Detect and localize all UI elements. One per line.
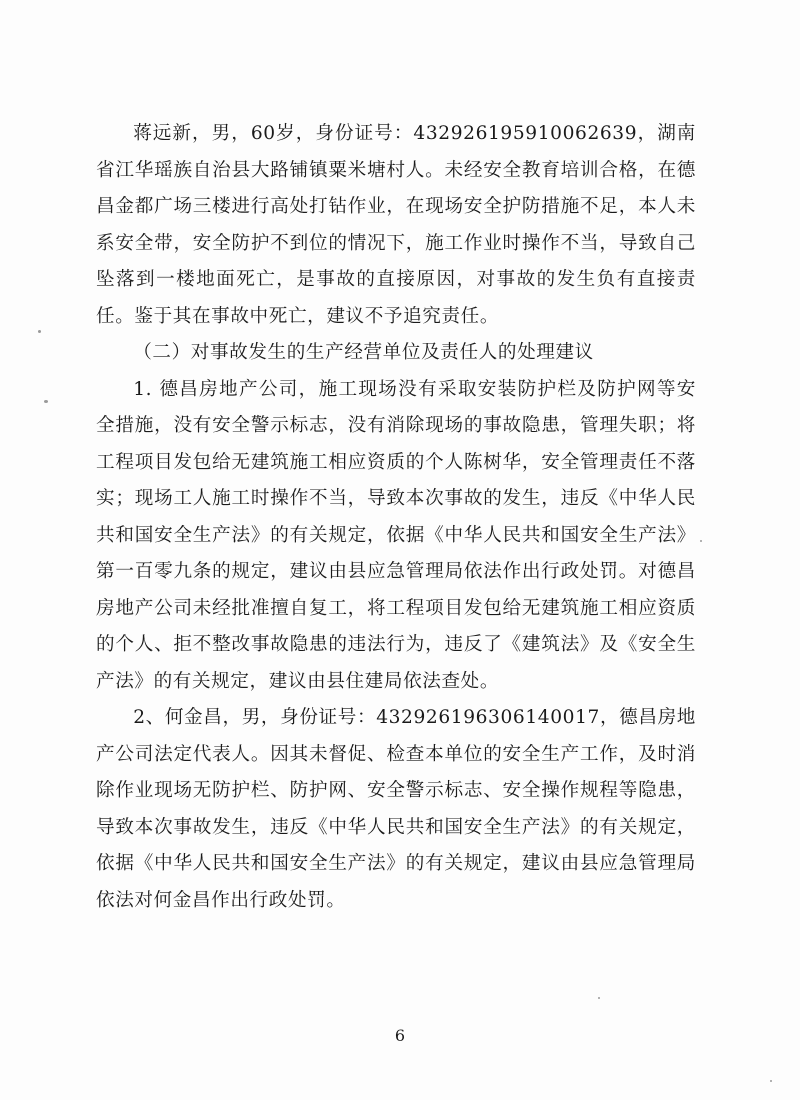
scan-speck (38, 330, 41, 333)
scan-speck (770, 1080, 772, 1082)
scan-speck (700, 540, 702, 542)
scan-speck (44, 400, 48, 403)
page-number: 6 (394, 1026, 406, 1045)
scan-speck (598, 997, 600, 999)
paragraph-responsibility-jiang: 蒋远新，男，60岁，身份证号：432926195910062639，湖南省江华瑶族自治县大路铺镇粟米塘村人。未经安全教育培训合格，在德昌金都广场三楼进行高处打钻作业，在现场安全护防措施不足，本人未系安全带，安全防护不到位的情况下，施工作业时操作不当，导致自己坠落到一楼地面死亡，是事故的直接原因，对事故的发生负有直接责任。鉴于其在事故中死亡，建议不予追究责任。 (96, 123, 696, 327)
paragraph-dechang-company: 1. 德昌房地产公司，施工现场没有采取安装防护栏及防护网等安全措施，没有安全警示标志，没有消除现场的事故隐患，管理失职；将工程项目发包给无建筑施工相应资质的个人陈树华，安全管理责任不落实；现场工人施工时操作不当，导致本次事故的发生，违反《中华人民共和国安全生产法》的有关规定，依据《中华人民共和国安全生产法》第一百零九条的规定，建议由县应急管理局依法作出行政处罚。对德昌房地产公司未经批准擅自复工，将工程项目发包给无建筑施工相应资质的个人、拒不整改事故隐患的违法行为，违反了《建筑法》及《安全生产法》的有关规定，建议由县住建局依法查处。 (96, 378, 696, 692)
document-body (96, 116, 696, 919)
section-heading-2: （二）对事故发生的生产经营单位及责任人的处理建议 (133, 342, 594, 363)
paragraph-he-jinchang: 2、何金昌，男，身份证号：432926196306140017，德昌房地产公司法定代表人。因其未督促、检查本单位的安全生产工作，及时消除作业现场无防护栏、防护网、安全警示标志、安全操作规程等隐患，导致本次事故发生，违反《中华人民共和国安全生产法》的有关规定，依据《中华人民共和国安全生产法》的有关规定，建议由县应急管理局依法对何金昌作出行政处罚。 (96, 707, 696, 911)
